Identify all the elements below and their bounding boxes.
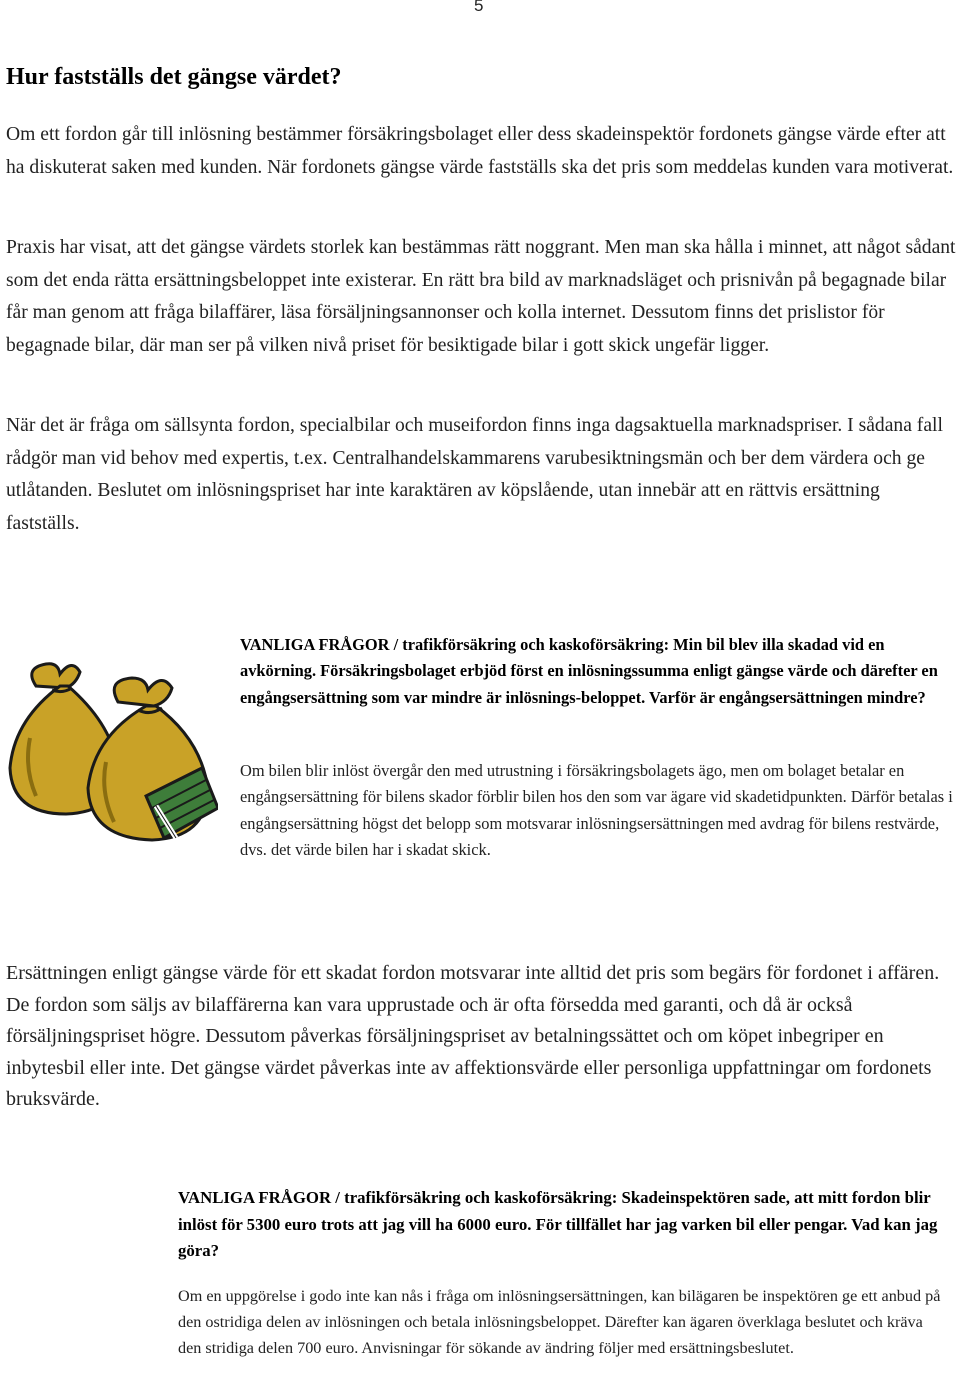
faq-answer-1-text: Om bilen blir inlöst övergår den med utrustning i försäkringsbolagets ägo, men om bolaget betalar en engångsersättning för bilens skador förblir bilen hos den som var ägare vid skadetidpunkten. Därför betalas i engångsersättning högst det belopp som motsvarar inlösningsersättningen med avdrag för bilens restvärde, dvs. det värde bilen har i skadat skick. [240, 761, 953, 859]
paragraph-intro: Om ett fordon går till inlösning bestämmer försäkringsbolaget eller dess skadeinspektör fordonets gängse värde efter att ha diskuterat saken med kunden. När fordonets gängse värde fastställs ska det pris som meddelas kunden vara motiverat. [6, 124, 954, 178]
faq-question-2 [178, 1185, 943, 1265]
faq-answer-1 [240, 758, 960, 863]
faq-answer-2-text: Om en uppgörelse i godo inte kan nås i fråga om inlösningsersättningen, kan bilägaren be inspektören ge ett anbud på den ostridiga delen av inlösningen och betala inlösningsbeloppet. Därefter kan ägaren överklaga beslutet och kräva den stridiga delen 700 euro. Anvisningar för sökande av ändring följer med ersättningsbeslutet. [178, 1287, 941, 1357]
paragraph-rare-vehicles: När det är fråga om sällsynta fordon, specialbilar och museifordon finns inga dagsaktuella marknadspriser. I sådana fall rådgör man vid behov med expertis, t.ex. Centralhandelskammarens varubesiktningsmän och ber dem värdera och ge utlåtanden. Beslutet om inlösningspriset har inte karaktären av köpslående, utan innebär att en rättvis ersättning fastställs. [6, 415, 943, 534]
faq-answer-2 [178, 1283, 943, 1361]
paragraph-compensation: Ersättningen enligt gängse värde för ett skadat fordon motsvarar inte alltid det pris som begärs för fordonet i affären. De fordon som säljs av bilaffärerna kan vara upprustade och är ofta försedda med garanti, och då är också försäljningspriset högre. Dessutom påverkas försäljningspriset av betalningssättet och om köpet inbegriper en inbytesbil eller inte. Det gängse värdet påverkas inte av affektionsvärde eller personliga uppfattningar om fordonets bruksvärde. [6, 962, 940, 1110]
page-number: 5 [474, 0, 484, 15]
paragraph-praxis: Praxis har visat, att det gängse värdets storlek kan bestämmas rätt noggrant. Men man ska hålla i minnet, att något sådant som det enda rätta ersättningsbeloppet inte existerar. En rätt bra bild av marknadsläget och prisnivån på begagnade bilar får man genom att fråga bilaffärer, läsa försäljningsannonser och kolla internet. Dessutom finns det prislistor för begagnade bilar, där man ser på vilken nivå priset för besiktigade bilar i gott skick ungefär ligger. [6, 237, 956, 356]
faq-question-1 [240, 632, 960, 711]
faq-question-2-text: VANLIGA FRÅGOR / trafikförsäkring och kaskoförsäkring: Skadeinspektören sade, att mitt fordon blir inlöst för 5300 euro trots att jag vill ha 6000 euro. För tillfället har jag varken bil eller pengar. Vad kan jag göra? [178, 1188, 938, 1260]
faq-question-1-text: VANLIGA FRÅGOR / trafikförsäkring och kaskoförsäkring: Min bil blev illa skadad vid en avkörning. Försäkringsbolaget erbjöd först en inlösningssumma enligt gängse värde och därefter en engångsersättning som var mindre är inlösnings-beloppet. Varför är engångsersättningen mindre? [240, 635, 938, 707]
money-bags-illustration [6, 628, 218, 852]
page-heading: Hur fastställs det gängse värdet? [6, 64, 342, 90]
